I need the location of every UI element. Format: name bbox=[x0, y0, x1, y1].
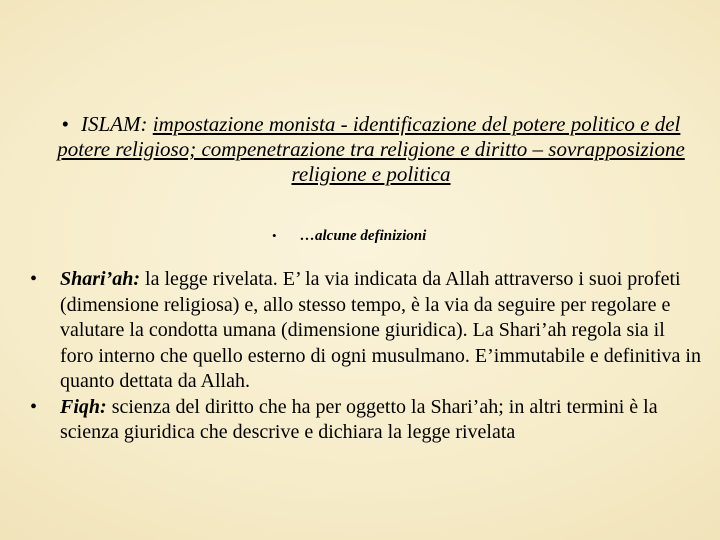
subheading bbox=[272, 226, 426, 246]
title-underlined-text: impostazione monista - identificazione del potere politico e del potere religioso; compenetrazione tra religione e diritto – sovrapposizione religione e politica bbox=[57, 112, 685, 186]
title-lead: ISLAM: bbox=[80, 112, 148, 136]
definition-text: la legge rivelata. E’ la via indicata da Allah attraverso i suoi profeti (dimensione religiosa) e, allo stesso tempo, è la via da seguire per regolare e valutare la condotta umana (dimensione giuridica). La Shari’ah regola sia il foro interno che quello esterno di ogni musulmano. E’immutabile e definitiva in quanto dettata da Allah. bbox=[60, 268, 701, 392]
definition-bullet: • bbox=[30, 395, 38, 418]
definition-item-shariah bbox=[30, 267, 702, 395]
definition-text: scienza del diritto che ha per oggetto la Shari’ah; in altri termini è la scienza giuridica che descrive e dichiara la legge rivelata bbox=[60, 395, 658, 443]
definition-item-fiqh bbox=[30, 395, 702, 446]
definition-bullet: • bbox=[30, 268, 38, 290]
definitions-list bbox=[30, 267, 702, 446]
subheading-text: …alcune definizioni bbox=[300, 228, 427, 244]
slide-title bbox=[56, 112, 686, 187]
subheading-bullet: • bbox=[272, 228, 277, 243]
definition-term: Fiqh: bbox=[60, 395, 107, 418]
definition-term: Shari’ah: bbox=[60, 268, 141, 290]
title-bullet: • bbox=[61, 112, 69, 136]
